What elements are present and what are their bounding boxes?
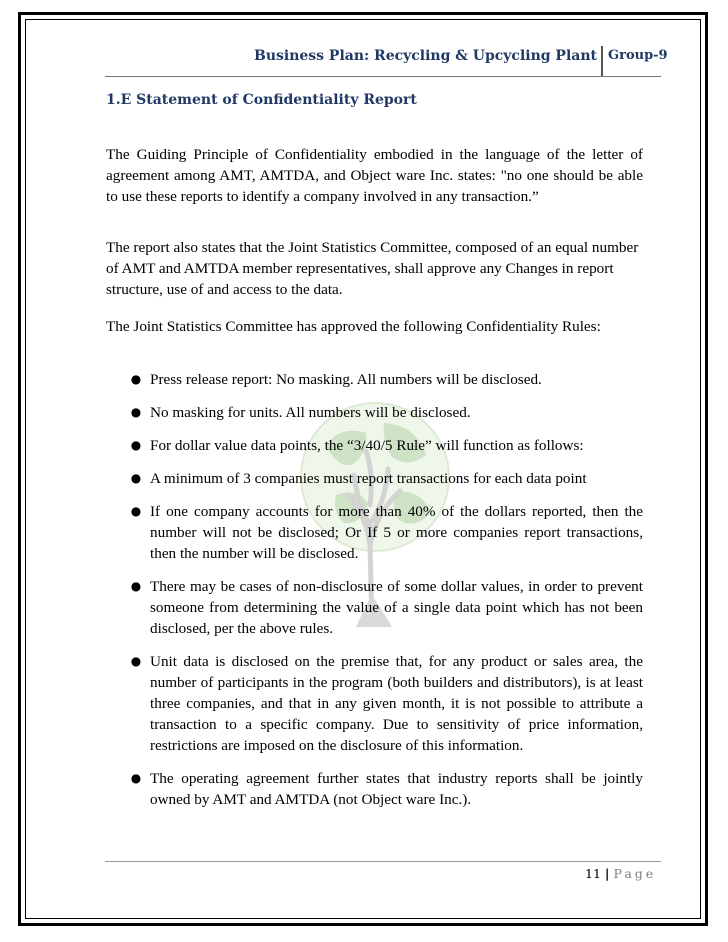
- header-divider: [601, 46, 603, 76]
- page-header: [0, 46, 728, 74]
- bullet-dot-icon: ●: [130, 579, 142, 593]
- header-title: Business Plan: Recycling & Upcycling Plant: [253, 48, 597, 64]
- confidentiality-rules-list: [106, 369, 643, 822]
- bullet-dot-icon: ●: [130, 654, 142, 668]
- bullet-dot-icon: ●: [130, 471, 142, 485]
- list-item: ● No masking for units. All numbers will be disclosed.: [106, 402, 643, 423]
- footer-rule: [105, 861, 661, 862]
- bullet-dot-icon: ●: [130, 771, 142, 785]
- list-item: ● If one company accounts for more than 40% of the dollars reported, then the number will not be disclosed; Or If 5 or more companies report transactions, then the number will be disclosed.: [106, 501, 643, 564]
- paragraph-rules-intro: The Joint Statistics Committee has approved the following Confidentiality Rules:: [106, 318, 601, 335]
- page-label: Page: [613, 866, 657, 881]
- list-item: ● The operating agreement further states that industry reports shall be jointly owned by AMT and AMTDA (not Object ware Inc.).: [106, 768, 643, 810]
- section-heading: 1.E Statement of Confidentiality Report: [106, 92, 417, 108]
- page-number: 11: [585, 866, 601, 881]
- footer-separator: |: [604, 866, 610, 881]
- paragraph-joint-committee: The report also states that the Joint Statistics Committee, composed of an equal number of AMT and AMTDA member representatives, shall approve any Changes in report structure, use of and access to the data.: [106, 239, 639, 298]
- bullet-dot-icon: ●: [130, 438, 142, 452]
- header-rule: [105, 76, 661, 77]
- list-item: ● There may be cases of non-disclosure of some dollar values, in order to prevent someone from determining the value of a single data point which has not been disclosed, per the above rules.: [106, 576, 643, 639]
- bullet-dot-icon: ●: [130, 504, 142, 518]
- header-group-label: Group-9: [608, 48, 668, 63]
- paragraph-guiding-principle: The Guiding Principle of Confidentiality embodied in the language of the letter of agreement among AMT, AMTDA, and Object ware Inc. states: "no one should be able to use these reports to identify a company involved in any transaction.”: [106, 146, 643, 205]
- list-item: ● Unit data is disclosed on the premise that, for any product or sales area, the number of participants in the program (both builders and distributors), is at least three companies, and that in any given month, it is not possible to attribute a transaction to a specific company. Due to sensitivity of price information, restrictions are imposed on the disclosure of this information.: [106, 651, 643, 756]
- list-item: ● Press release report: No masking. All numbers will be disclosed.: [106, 369, 643, 390]
- page-footer: [585, 866, 656, 881]
- bullet-dot-icon: ●: [130, 405, 142, 419]
- bullet-dot-icon: ●: [130, 372, 142, 386]
- list-item: ● For dollar value data points, the “3/40/5 Rule” will function as follows:: [106, 435, 643, 456]
- list-item: ● A minimum of 3 companies must report transactions for each data point: [106, 468, 643, 489]
